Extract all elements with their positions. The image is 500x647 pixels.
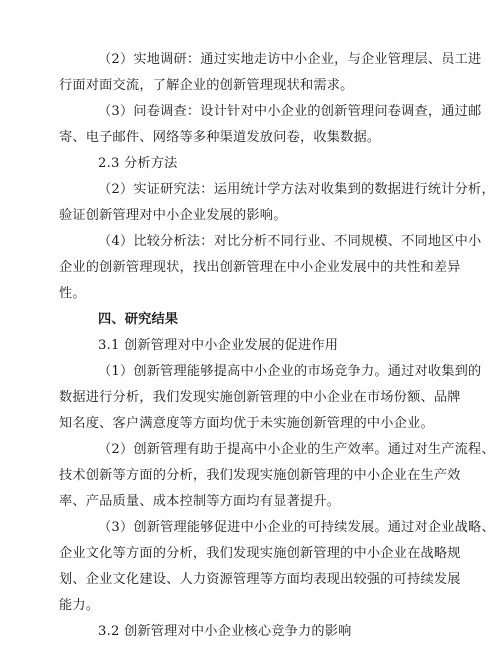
paragraph-line: 验证创新管理对中小企业发展的影响。 <box>59 208 287 223</box>
paragraph-line: 技术创新等方面的分析，我们发现实施创新管理的中小企业在生产效 <box>59 468 461 483</box>
paragraph-line: 能力。 <box>59 598 100 613</box>
paragraph-line: 企业文化等方面的分析，我们发现实施创新管理的中小企业在战略规 <box>59 546 461 561</box>
section-heading-3-2: 3.2 创新管理对中小企业核心竞争力的影响 <box>98 624 352 639</box>
paragraph-line: 性。 <box>59 286 86 301</box>
section-heading-2-3: 2.3 分析方法 <box>98 156 178 171</box>
paragraph-line: （2）实地调研：通过实地走访中小企业，与企业管理层、员工进 <box>98 52 482 67</box>
paragraph-line: 企业的创新管理现状，找出创新管理在中小企业发展中的共性和差异 <box>59 260 461 275</box>
paragraph-line: （3）创新管理能够促进中小企业的可持续发展。通过对企业战略、 <box>98 520 495 535</box>
paragraph-line: （4）比较分析法：对比分析不同行业、不同规模、不同地区中小 <box>98 234 482 249</box>
paragraph-line: 数据进行分析，我们发现实施创新管理的中小企业在市场份额、品牌 <box>59 390 461 405</box>
paragraph-line: 率、产品质量、成本控制等方面均有显著提升。 <box>59 494 341 509</box>
paragraph-line: （1）创新管理能够提高中小企业的市场竞争力。通过对收集到的 <box>98 364 482 379</box>
paragraph-line: 寄、电子邮件、网络等多种渠道发放问卷，收集数据。 <box>59 130 381 145</box>
chapter-heading-results: 四、研究结果 <box>98 312 179 327</box>
paragraph-line: （3）问卷调查：设计针对中小企业的创新管理问卷调查，通过邮 <box>98 104 482 119</box>
paragraph-line: 知名度、客户满意度等方面均优于未实施创新管理的中小企业。 <box>59 416 434 431</box>
paragraph-line: （2）创新管理有助于提高中小企业的生产效率。通过对生产流程、 <box>98 442 495 457</box>
section-heading-3-1: 3.1 创新管理对中小企业发展的促进作用 <box>98 338 339 353</box>
paragraph-line: 行面对面交流，了解企业的创新管理现状和需求。 <box>59 78 354 93</box>
paragraph-line: （2）实证研究法：运用统计学方法对收集到的数据进行统计分析， <box>98 182 495 197</box>
paragraph-line: 划、企业文化建设、人力资源管理等方面均表现出较强的可持续发展 <box>59 572 461 587</box>
